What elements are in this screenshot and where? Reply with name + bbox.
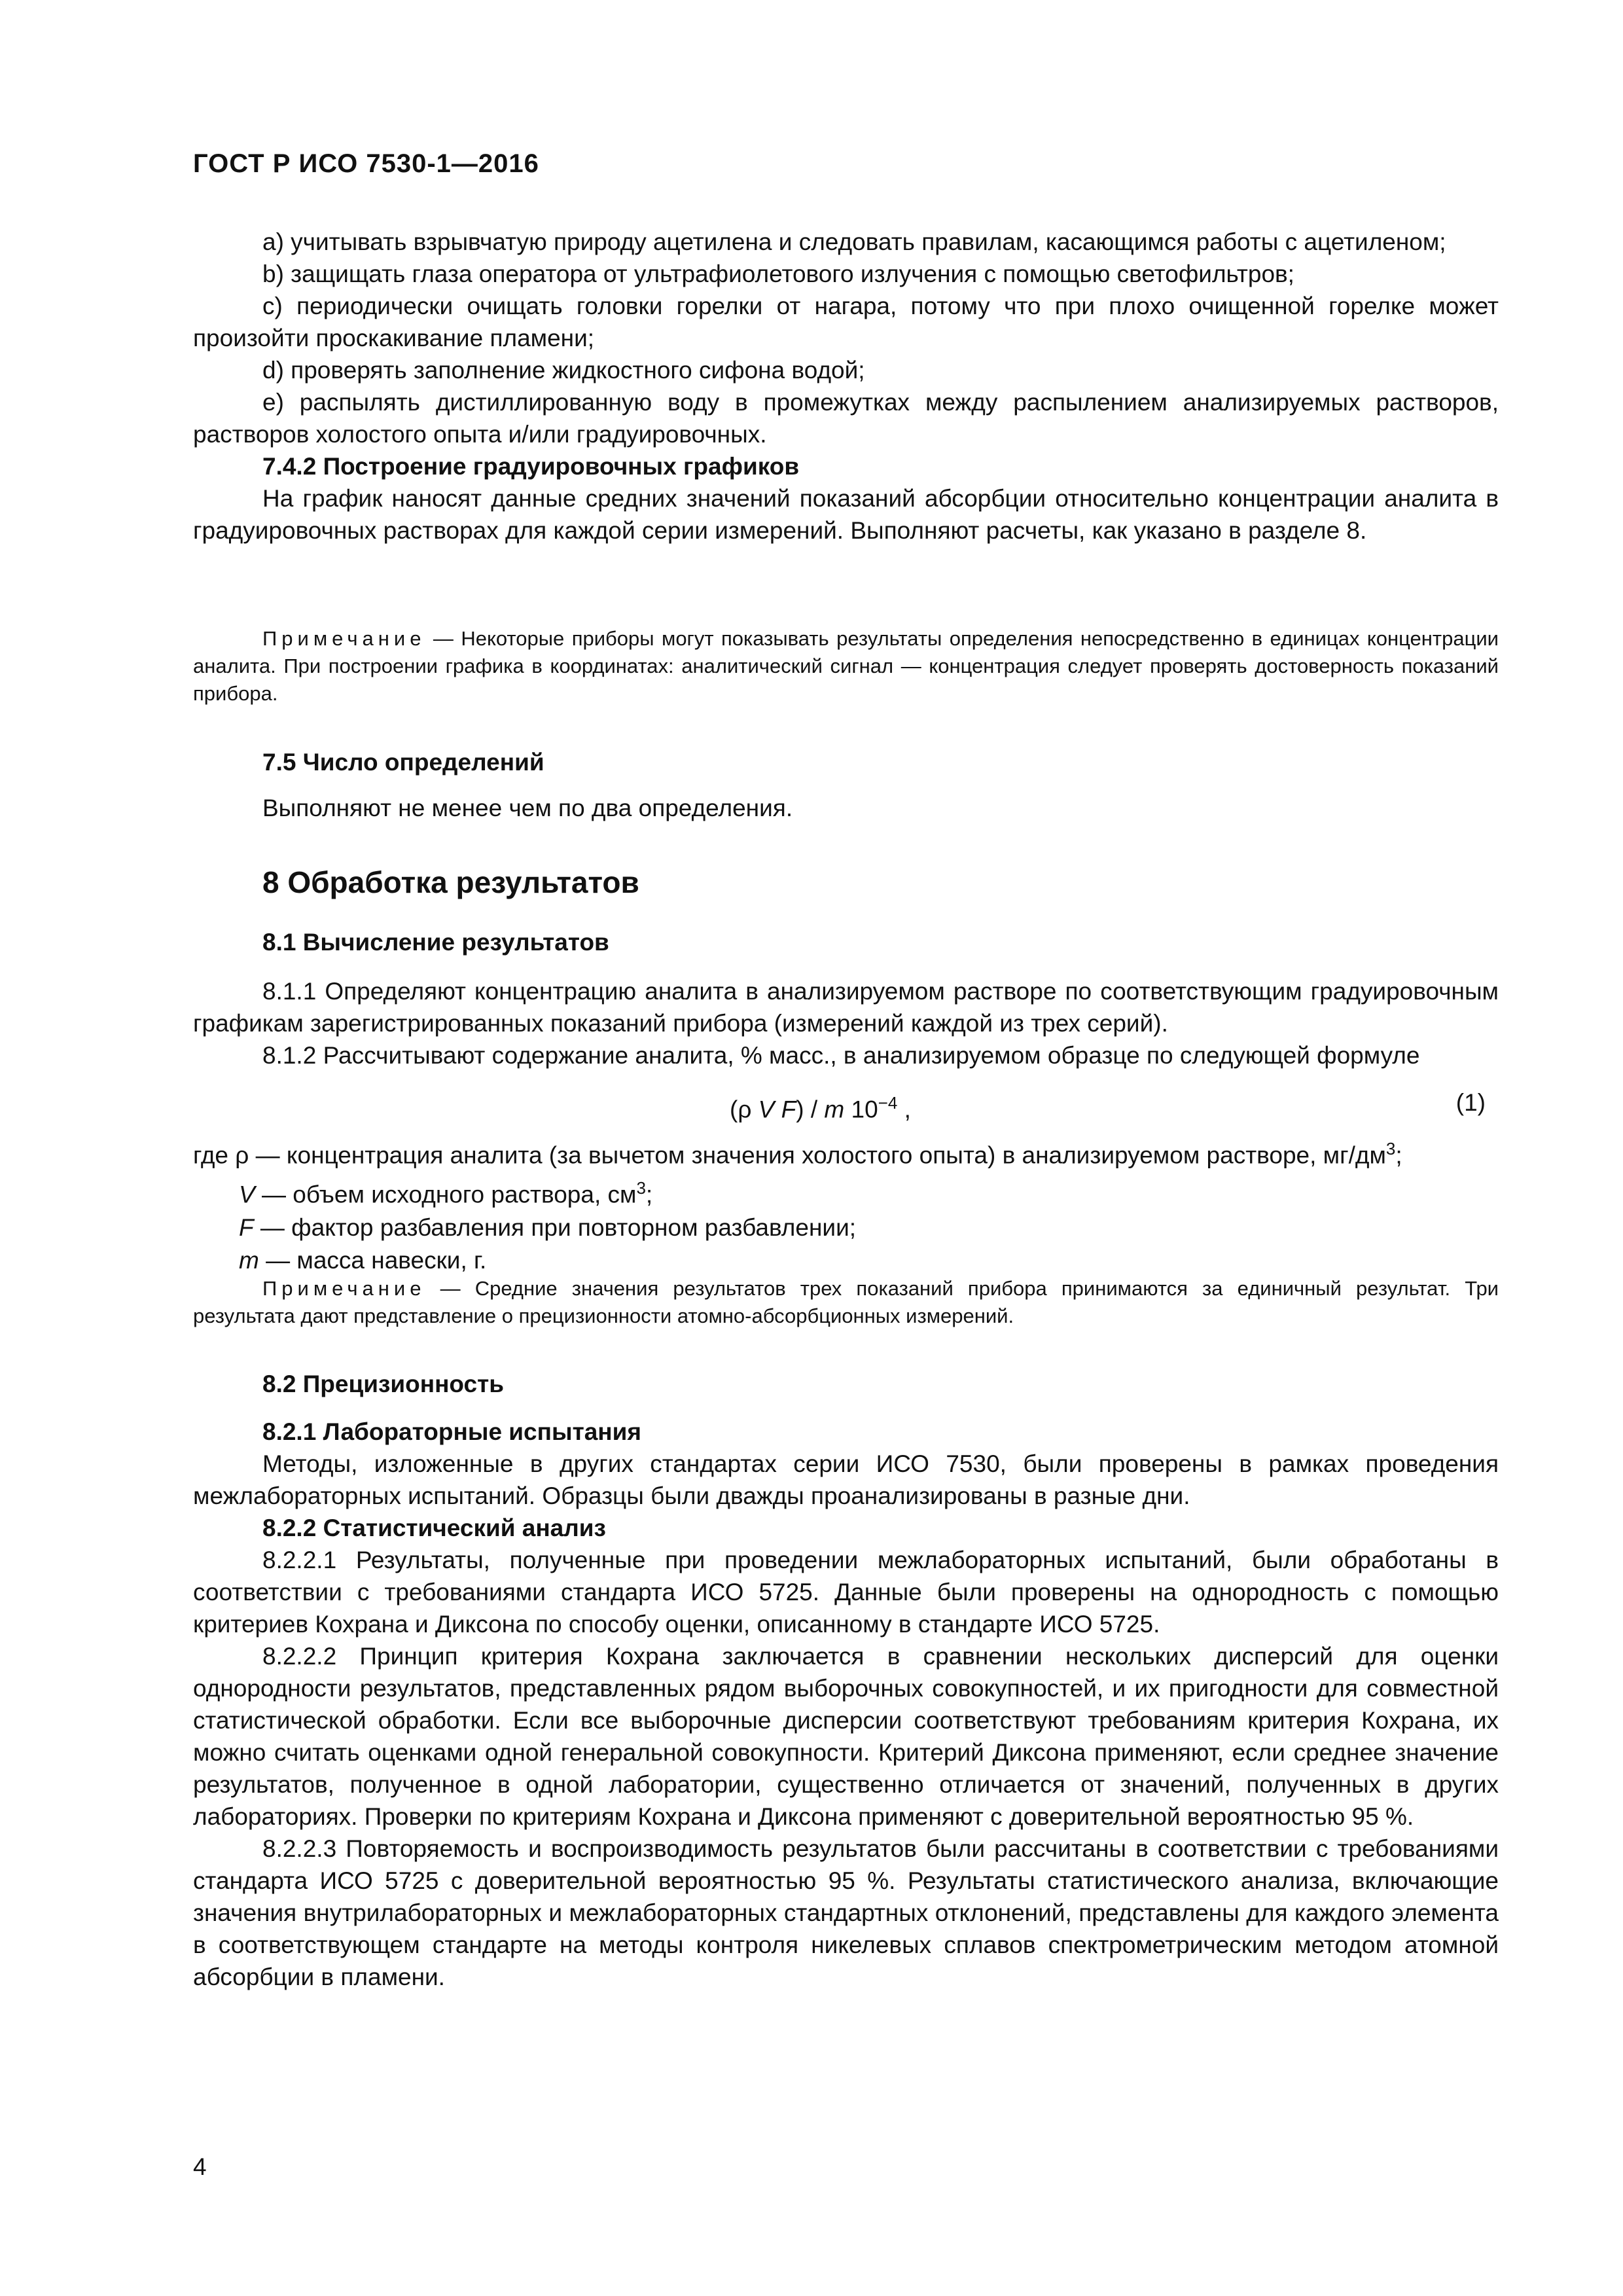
- section-75-body: [193, 792, 1499, 824]
- definition-rho: где ρ — концентрация аналита (за вычетом значения холостого опыта) в анализируемом растворе, $мг/дм^3$;: [193, 1139, 1402, 1169]
- section-heading-75: 7.5 Число определений: [262, 749, 544, 776]
- section-82-heading-block: [193, 1368, 1499, 1400]
- section-heading-742: 7.4.2 Построение градуировочных графиков: [262, 453, 800, 480]
- note-text: — Некоторые приборы могут показывать результаты определения непосредственно в единицах концентрации аналита. При построении графика в координатах: аналитический сигнал — концентрация следует проверять достоверность показаний прибора.: [193, 627, 1499, 705]
- section-heading-82: 8.2 Прецизионность: [262, 1371, 504, 1397]
- formula-number: (1): [1455, 1089, 1486, 1116]
- list-item: c) периодически очищать головки горелки от нагара, потому что при плохо очищенной горелке может произойти проскакивание пламени;: [193, 293, 1499, 351]
- paragraph-8223: 8.2.2.3 Повторяемость и воспроизводимость результатов были рассчитаны в соответствии с требованиями стандарта ИСО 5725 с доверительной вероятностью 95 %. Результаты статистического анализа, включающие значения внутрилабораторных и межлабораторных стандартных отклонений, представлены для каждого элемента в соответствующем стандарте на методы контроля никелевых сплавов спектрометрическим методом атомной абсорбции в пламени.: [193, 1835, 1499, 1990]
- list-item: a) учитывать взрывчатую природу ацетилена и следовать правилам, касающимся работы с ацетиленом;: [262, 228, 1446, 255]
- paragraph-821: Методы, изложенные в других стандартах серии ИСО 7530, были проверены в рамках проведения межлабораторных испытаний. Образцы были дважды проанализированы в разные дни.: [193, 1450, 1499, 1509]
- formula-expression: (ρ V F) / m $10^{-4}$ ,: [730, 1093, 911, 1123]
- section-heading-822: 8.2.2 Статистический анализ: [262, 1515, 606, 1541]
- section-82-body: [193, 1416, 1499, 1993]
- section-81-body: [193, 975, 1499, 1071]
- section-heading-81: 8.1 Вычисление результатов: [262, 929, 609, 956]
- list-item: e) распылять дистиллированную воду в промежутках между распылением анализируемых растворов, растворов холостого опыта и/или градуировочных.: [193, 389, 1499, 448]
- section-81-heading-block: [193, 926, 1499, 958]
- section-742-text: На график наносят данные средних значений показаний абсорбции относительно концентрации аналита в градуировочных растворах для каждой серии измерений. Выполняют расчеты, как указано в разделе 8.: [193, 485, 1499, 544]
- formula-1: [193, 1083, 1499, 1123]
- section-heading-8: 8 Обработка результатов: [262, 865, 639, 899]
- note-label: Примечание: [262, 1277, 426, 1300]
- definition-m: m — масса навески, г.: [239, 1246, 487, 1274]
- section-8: [193, 863, 1499, 902]
- definition-f: F — фактор разбавления при повторном разбавлении;: [239, 1213, 857, 1241]
- document-page: [193, 0, 1502, 2296]
- list-item: d) проверять заполнение жидкостного сифона водой;: [262, 357, 865, 384]
- note-label: Примечание: [262, 627, 426, 650]
- formula-definitions: [193, 1132, 1499, 1277]
- paragraph-812: 8.1.2 Рассчитывают содержание аналита, % масс., в анализируемом образце по следующей формуле: [262, 1042, 1420, 1069]
- safety-list: [193, 226, 1499, 547]
- note-text: — Средние значения результатов трех показаний прибора принимаются за единичный результат. Три результата дают представление о прецизионности атомно-абсорбционных измерений.: [193, 1277, 1499, 1327]
- section-75: [193, 746, 1499, 778]
- note-742: [193, 625, 1499, 708]
- note-81: [193, 1275, 1499, 1330]
- section-heading-821: 8.2.1 Лабораторные испытания: [262, 1418, 641, 1445]
- section-75-text: Выполняют не менее чем по два определения.: [262, 795, 793, 821]
- definition-v: V — объем исходного раствора, $см^3$;: [239, 1178, 653, 1208]
- paragraph-8222: 8.2.2.2 Принцип критерия Кохрана заключается в сравнении нескольких дисперсий для оценки однородности результатов, представленных рядом выборочных совокупностей, и их пригодности для совместной статистической обработки. Если все выборочные дисперсии соответствуют требованиям критерия Кохрана, их можно считать оценками одной генеральной совокупности. Критерий Диксона применяют, если среднее значение результатов, полученное в одной лаборатории, существенно отличается от значений, полученных в других лабораториях. Проверки по критериям Кохрана и Диксона применяют с доверительной вероятностью 95 %.: [193, 1643, 1499, 1830]
- list-item: b) защищать глаза оператора от ультрафиолетового излучения с помощью светофильтров;: [262, 260, 1294, 287]
- paragraph-811: 8.1.1 Определяют концентрацию аналита в анализируемом растворе по соответствующим градуировочным графикам зарегистрированных показаний прибора (измерений каждой из трех серий).: [193, 978, 1499, 1037]
- paragraph-8221: 8.2.2.1 Результаты, полученные при проведении межлабораторных испытаний, были обработаны в соответствии с требованиями стандарта ИСО 5725. Данные были проверены на однородность с помощью критериев Кохрана и Диксона по способу оценки, описанному в стандарте ИСО 5725.: [193, 1547, 1499, 1638]
- page-number: 4: [193, 2153, 207, 2180]
- document-header: ГОСТ Р ИСО 7530-1—2016: [193, 149, 539, 178]
